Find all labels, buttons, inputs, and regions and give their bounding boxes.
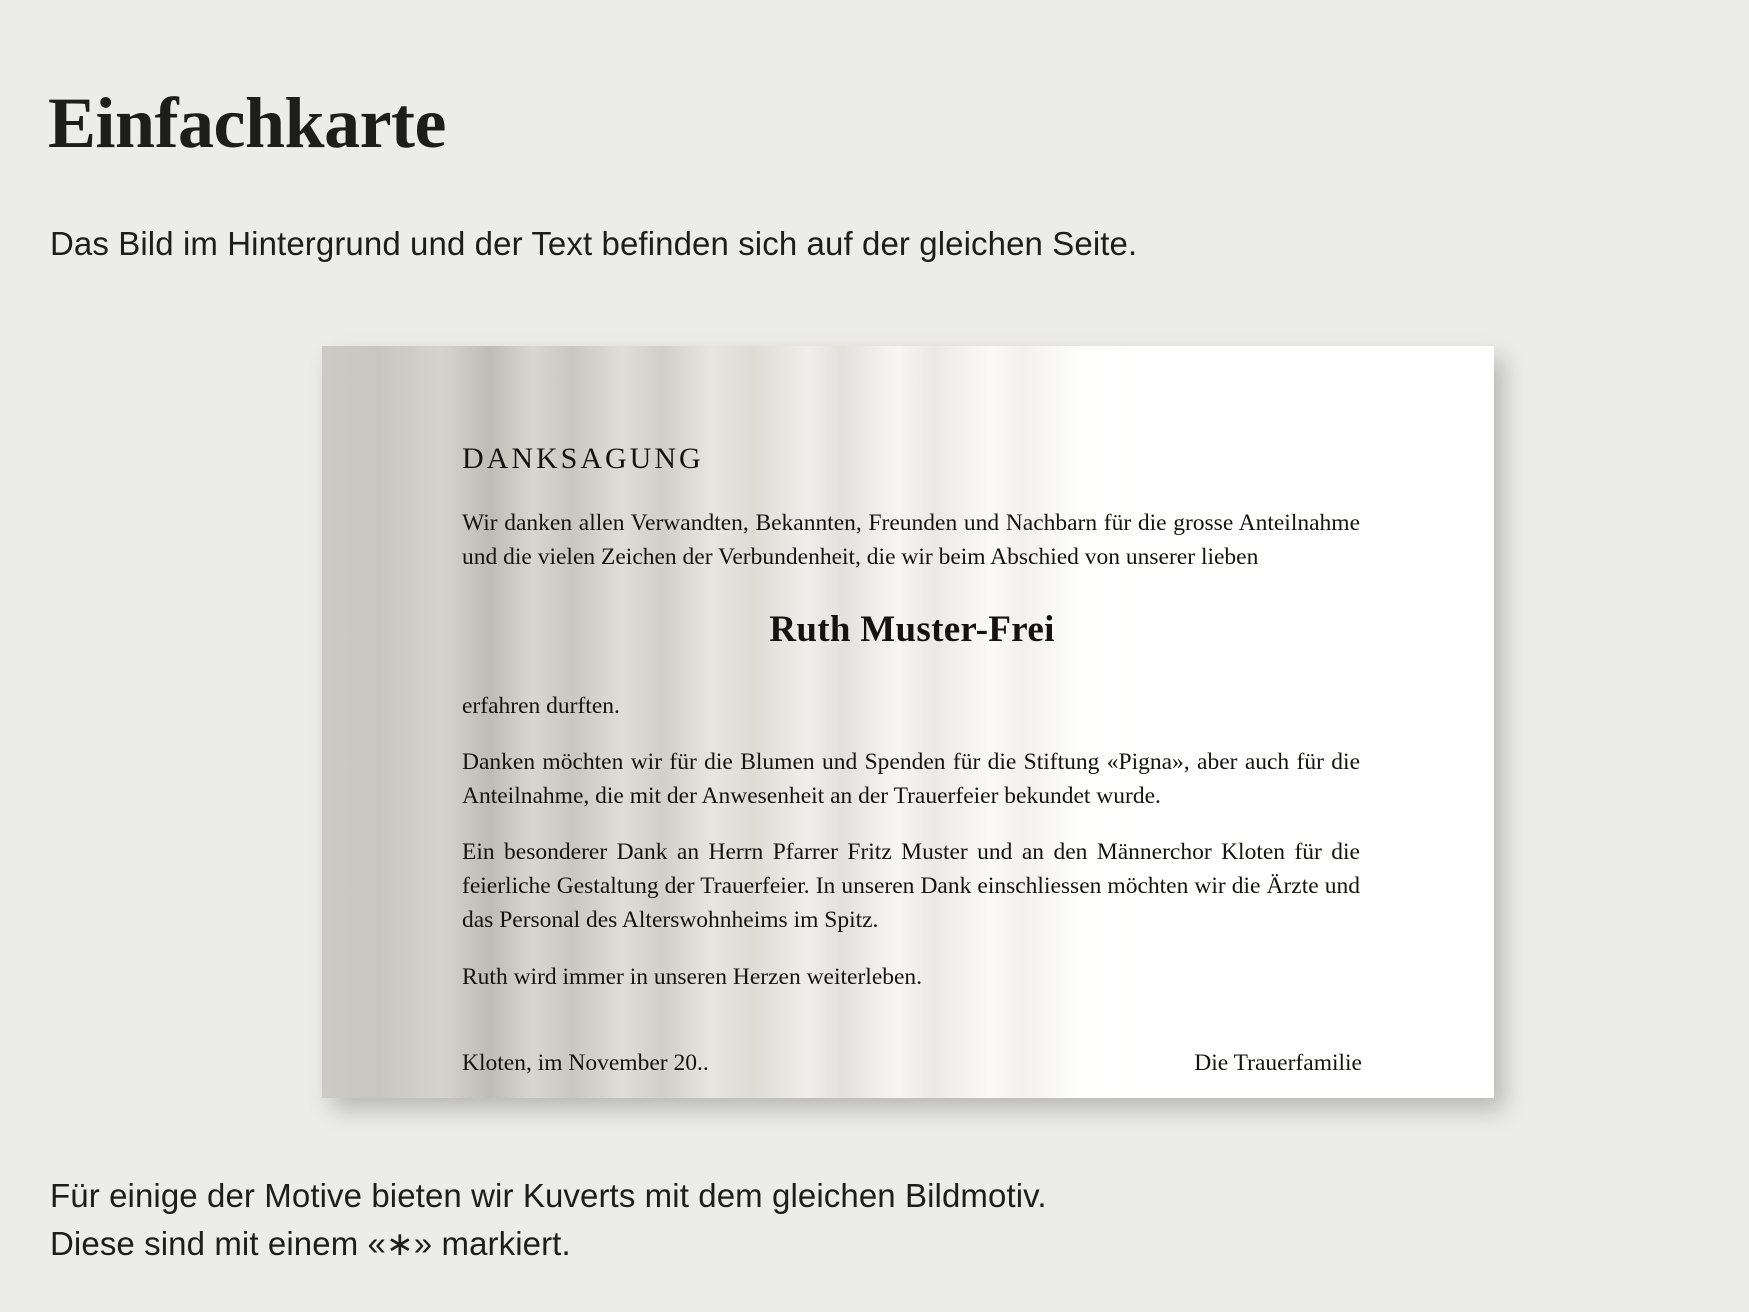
card-footer-place-date: Kloten, im November 20.. <box>462 1049 709 1076</box>
page-title: Einfachkarte <box>48 83 446 164</box>
card-paragraph-2: Danken möchten wir für die Blumen und Spenden für die Stiftung «Pigna», aber auch für die Anteilnahme, die mit der Anwesenheit an der Trauerfeier bekundet wurde. <box>462 749 1360 810</box>
card-preview <box>322 346 1494 1098</box>
deceased-name: Ruth Muster-Frei <box>769 609 1055 651</box>
page-subtitle: Das Bild im Hintergrund und der Text befinden sich auf der gleichen Seite. <box>50 225 1138 262</box>
card-footer <box>462 1050 1362 1080</box>
footnote-line-2: Diese sind mit einem «∗» markiert. <box>50 1224 571 1262</box>
card-paragraph-3: Ein besonderer Dank an Herrn Pfarrer Fritz Muster und an den Männerchor Kloten für die feierliche Gestaltung der Trauerfeier. In unseren Dank einschliessen möchten wir die Ärzte und das Personal des Alterswohnheims im Spitz. <box>462 839 1360 934</box>
card-footer-signature: Die Trauerfamilie <box>1194 1049 1362 1076</box>
card-background <box>322 346 1494 1098</box>
card-paragraph-4: Ruth wird immer in unseren Herzen weiterleben. <box>462 963 923 990</box>
card-after-name-text: erfahren durften. <box>462 693 620 720</box>
footnote-line-1: Für einige der Motive bieten wir Kuverts mit dem gleichen Bildmotiv. <box>50 1177 1047 1214</box>
card-heading: DANKSAGUNG <box>462 442 704 475</box>
card-intro-paragraph: Wir danken allen Verwandten, Bekannten, Freunden und Nachbarn für die grosse Anteilnahme und die vielen Zeichen der Verbundenheit, die wir beim Abschied von unserer lieben <box>462 510 1360 571</box>
footnote <box>50 1172 1047 1268</box>
card-content <box>462 442 1362 1080</box>
